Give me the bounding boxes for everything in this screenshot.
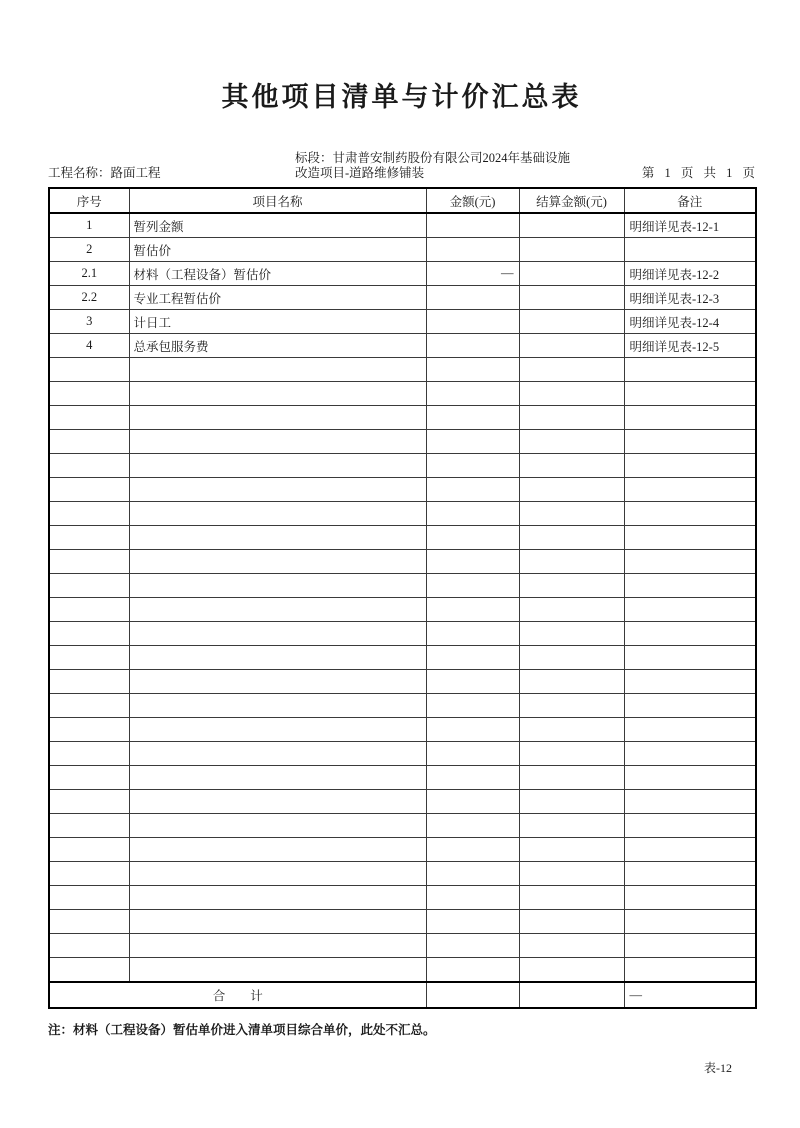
cell-item-name	[129, 670, 426, 694]
cell-serial-no: 2	[49, 238, 129, 262]
table-row	[49, 526, 756, 550]
cell-settlement	[519, 862, 624, 886]
cell-serial-no	[49, 358, 129, 382]
table-row	[49, 430, 756, 454]
cell-settlement	[519, 526, 624, 550]
cell-amount	[426, 958, 519, 983]
cell-remark: 明细详见表-12-2	[624, 262, 756, 286]
cell-amount	[426, 334, 519, 358]
table-row	[49, 814, 756, 838]
header-item-name: 项目名称	[129, 188, 426, 213]
cell-remark	[624, 790, 756, 814]
cell-serial-no: 2.1	[49, 262, 129, 286]
cell-amount	[426, 670, 519, 694]
cell-serial-no	[49, 646, 129, 670]
table-row	[49, 310, 756, 334]
table-row	[49, 766, 756, 790]
table-row	[49, 718, 756, 742]
cell-settlement	[519, 694, 624, 718]
cell-serial-no	[49, 886, 129, 910]
cell-settlement	[519, 838, 624, 862]
cell-remark	[624, 430, 756, 454]
cell-remark	[624, 406, 756, 430]
cell-item-name	[129, 358, 426, 382]
cell-settlement	[519, 790, 624, 814]
cell-serial-no	[49, 382, 129, 406]
cell-serial-no: 2.2	[49, 286, 129, 310]
table-row	[49, 910, 756, 934]
cell-item-name	[129, 838, 426, 862]
cell-remark	[624, 454, 756, 478]
cell-serial-no	[49, 454, 129, 478]
cell-item-name: 暂列金额	[129, 213, 426, 238]
table-row	[49, 334, 756, 358]
cell-remark	[624, 934, 756, 958]
cell-item-name	[129, 430, 426, 454]
cell-serial-no	[49, 934, 129, 958]
cell-amount	[426, 574, 519, 598]
table-body	[49, 213, 756, 982]
cell-serial-no	[49, 622, 129, 646]
table-row	[49, 382, 756, 406]
cell-remark: 明细详见表-12-1	[624, 213, 756, 238]
cell-item-name	[129, 598, 426, 622]
cell-item-name: 专业工程暂估价	[129, 286, 426, 310]
table-row	[49, 358, 756, 382]
cell-item-name	[129, 526, 426, 550]
cell-amount	[426, 382, 519, 406]
cell-settlement	[519, 934, 624, 958]
cell-settlement	[519, 334, 624, 358]
footnote: 注：材料（工程设备）暂估单价进入清单项目综合单价，此处不汇总。	[48, 1023, 436, 1038]
section-line-1: 标段：甘肃普安制药股份有限公司2024年基础设施	[295, 151, 571, 166]
cell-settlement	[519, 766, 624, 790]
cell-remark	[624, 766, 756, 790]
cell-item-name	[129, 502, 426, 526]
cell-amount	[426, 694, 519, 718]
table-row	[49, 598, 756, 622]
page-title: 其他项目清单与计价汇总表	[221, 82, 582, 112]
cell-serial-no	[49, 766, 129, 790]
cell-settlement	[519, 478, 624, 502]
cell-item-name	[129, 454, 426, 478]
cell-serial-no	[49, 598, 129, 622]
cell-amount	[426, 814, 519, 838]
cell-item-name	[129, 958, 426, 983]
cell-amount	[426, 790, 519, 814]
header-row	[49, 188, 756, 213]
cell-amount	[426, 862, 519, 886]
cell-amount	[426, 838, 519, 862]
cell-item-name: 总承包服务费	[129, 334, 426, 358]
table-row	[49, 574, 756, 598]
cell-serial-no: 3	[49, 310, 129, 334]
cell-amount	[426, 598, 519, 622]
cell-remark	[624, 838, 756, 862]
table-row	[49, 550, 756, 574]
table-row	[49, 742, 756, 766]
cell-amount	[426, 646, 519, 670]
cell-amount	[426, 238, 519, 262]
cell-item-name	[129, 550, 426, 574]
header-settlement-amount: 结算金额(元)	[519, 188, 624, 213]
cell-item-name	[129, 790, 426, 814]
cell-amount	[426, 886, 519, 910]
cell-amount	[426, 526, 519, 550]
cell-amount	[426, 406, 519, 430]
cell-serial-no	[49, 910, 129, 934]
cell-amount	[426, 286, 519, 310]
cell-remark	[624, 622, 756, 646]
table-row	[49, 622, 756, 646]
cell-settlement	[519, 886, 624, 910]
cell-remark	[624, 814, 756, 838]
cell-settlement	[519, 238, 624, 262]
table-row	[49, 886, 756, 910]
cell-serial-no	[49, 478, 129, 502]
table-row	[49, 406, 756, 430]
cell-item-name	[129, 862, 426, 886]
total-amount	[426, 982, 519, 1008]
cell-remark	[624, 502, 756, 526]
cell-item-name	[129, 574, 426, 598]
cell-item-name	[129, 646, 426, 670]
summary-table	[48, 187, 757, 1009]
cell-serial-no	[49, 838, 129, 862]
cell-amount	[426, 358, 519, 382]
cell-amount	[426, 310, 519, 334]
cell-serial-no: 1	[49, 213, 129, 238]
cell-item-name: 暂估价	[129, 238, 426, 262]
cell-remark	[624, 718, 756, 742]
cell-settlement	[519, 646, 624, 670]
cell-remark	[624, 910, 756, 934]
cell-remark	[624, 382, 756, 406]
cell-serial-no	[49, 958, 129, 983]
cell-amount	[426, 550, 519, 574]
table-row	[49, 694, 756, 718]
cell-item-name	[129, 766, 426, 790]
cell-amount	[426, 934, 519, 958]
header-serial-no: 序号	[49, 188, 129, 213]
table-header	[49, 188, 756, 213]
table-row	[49, 646, 756, 670]
cell-remark	[624, 862, 756, 886]
cell-amount	[426, 213, 519, 238]
cell-remark	[624, 646, 756, 670]
table-row	[49, 862, 756, 886]
cell-serial-no	[49, 670, 129, 694]
cell-remark	[624, 358, 756, 382]
cell-remark	[624, 598, 756, 622]
cell-settlement	[519, 910, 624, 934]
total-remark: —	[624, 982, 756, 1008]
cell-remark	[624, 694, 756, 718]
table-row	[49, 286, 756, 310]
cell-item-name	[129, 742, 426, 766]
cell-amount	[426, 430, 519, 454]
cell-settlement	[519, 430, 624, 454]
cell-amount	[426, 742, 519, 766]
cell-settlement	[519, 550, 624, 574]
cell-item-name	[129, 694, 426, 718]
section-label	[295, 151, 570, 181]
cell-amount	[426, 454, 519, 478]
header-amount: 金额(元)	[426, 188, 519, 213]
table-footer	[49, 982, 756, 1008]
cell-serial-no	[49, 814, 129, 838]
cell-serial-no	[49, 502, 129, 526]
cell-remark	[624, 550, 756, 574]
cell-item-name	[129, 406, 426, 430]
cell-amount	[426, 478, 519, 502]
cell-amount	[426, 622, 519, 646]
cell-serial-no	[49, 526, 129, 550]
cell-item-name: 材料（工程设备）暂估价	[129, 262, 426, 286]
cell-settlement	[519, 598, 624, 622]
cell-settlement	[519, 358, 624, 382]
cell-remark	[624, 742, 756, 766]
table-meta-header	[48, 146, 755, 183]
project-name-label: 工程名称：路面工程	[48, 166, 161, 181]
cell-serial-no	[49, 790, 129, 814]
table-row	[49, 838, 756, 862]
cell-settlement	[519, 262, 624, 286]
page-number-info: 第 1 页 共 1 页	[641, 166, 755, 181]
cell-amount: —	[426, 262, 519, 286]
cell-amount	[426, 718, 519, 742]
cell-settlement	[519, 286, 624, 310]
table-row	[49, 670, 756, 694]
cell-settlement	[519, 502, 624, 526]
table-row	[49, 934, 756, 958]
cell-remark	[624, 238, 756, 262]
cell-remark: 明细详见表-12-3	[624, 286, 756, 310]
cell-serial-no	[49, 718, 129, 742]
table-row	[49, 958, 756, 983]
cell-item-name	[129, 382, 426, 406]
cell-settlement	[519, 406, 624, 430]
table-row	[49, 213, 756, 238]
total-label: 合 计	[49, 982, 426, 1008]
cell-serial-no	[49, 406, 129, 430]
cell-item-name	[129, 622, 426, 646]
cell-item-name	[129, 814, 426, 838]
cell-item-name	[129, 934, 426, 958]
cell-remark	[624, 886, 756, 910]
cell-settlement	[519, 670, 624, 694]
cell-settlement	[519, 958, 624, 983]
header-remark: 备注	[624, 188, 756, 213]
cell-remark	[624, 958, 756, 983]
cell-remark	[624, 478, 756, 502]
cell-amount	[426, 910, 519, 934]
table-row	[49, 790, 756, 814]
form-number: 表-12	[704, 1061, 732, 1076]
cell-settlement	[519, 814, 624, 838]
cell-settlement	[519, 718, 624, 742]
cell-amount	[426, 502, 519, 526]
cell-item-name: 计日工	[129, 310, 426, 334]
cell-serial-no	[49, 574, 129, 598]
cell-remark	[624, 574, 756, 598]
cell-serial-no	[49, 430, 129, 454]
cell-settlement	[519, 742, 624, 766]
cell-item-name	[129, 718, 426, 742]
table-row	[49, 238, 756, 262]
cell-settlement	[519, 622, 624, 646]
cell-serial-no	[49, 862, 129, 886]
total-settlement	[519, 982, 624, 1008]
cell-settlement	[519, 454, 624, 478]
cell-serial-no	[49, 694, 129, 718]
cell-amount	[426, 766, 519, 790]
cell-item-name	[129, 910, 426, 934]
table-row	[49, 502, 756, 526]
section-line-2: 改造项目-道路维修铺装	[295, 166, 425, 181]
cell-settlement	[519, 213, 624, 238]
table-row	[49, 478, 756, 502]
cell-remark	[624, 526, 756, 550]
table-row	[49, 262, 756, 286]
cell-settlement	[519, 382, 624, 406]
cell-serial-no	[49, 550, 129, 574]
cell-item-name	[129, 886, 426, 910]
cell-item-name	[129, 478, 426, 502]
cell-remark	[624, 670, 756, 694]
total-row	[49, 982, 756, 1008]
cell-remark: 明细详见表-12-5	[624, 334, 756, 358]
cell-remark: 明细详见表-12-4	[624, 310, 756, 334]
cell-serial-no: 4	[49, 334, 129, 358]
table-row	[49, 454, 756, 478]
cell-serial-no	[49, 742, 129, 766]
cell-settlement	[519, 574, 624, 598]
cell-settlement	[519, 310, 624, 334]
